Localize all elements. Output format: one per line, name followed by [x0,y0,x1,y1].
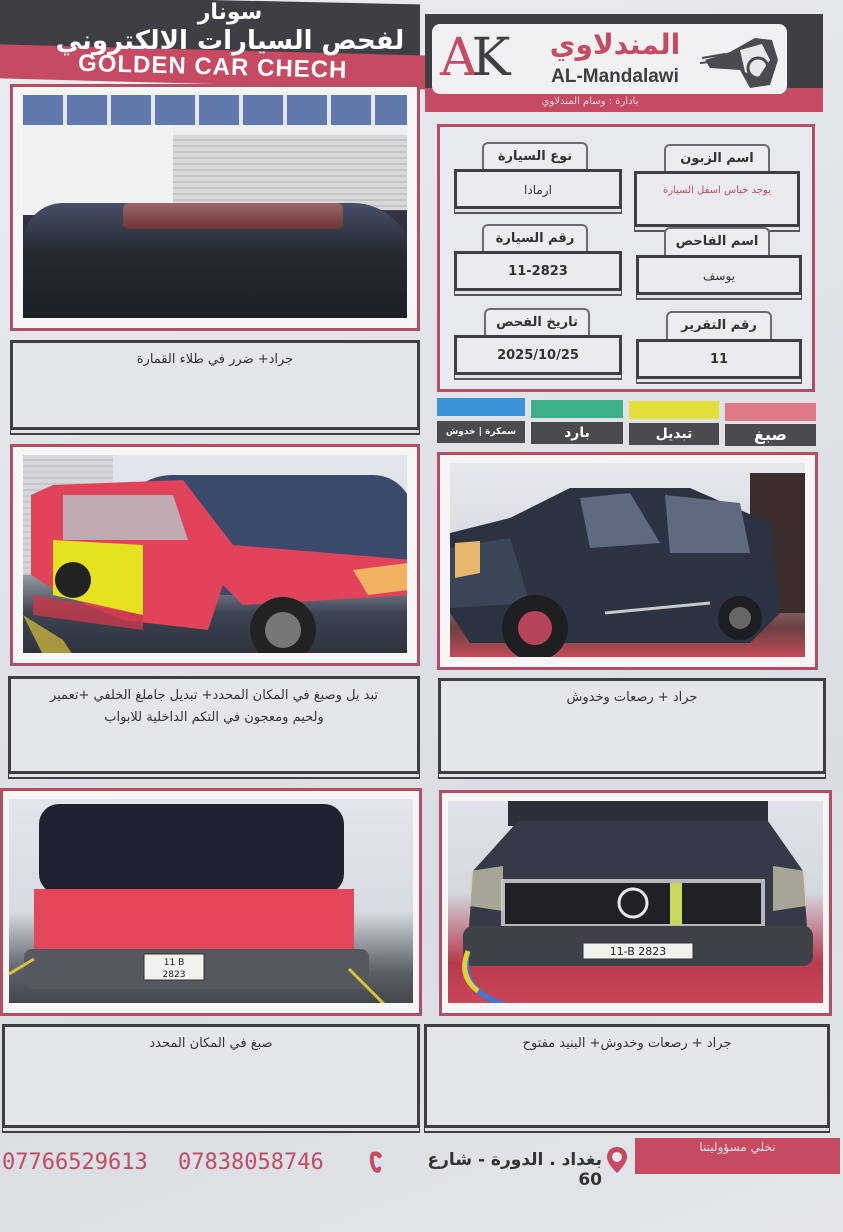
note-box-rear [2,1024,420,1128]
phone-icon [368,1150,384,1174]
photo-frame-roof [10,84,420,331]
title-line1: سونار [197,0,263,25]
note-box-front [424,1024,830,1128]
note-box-roof [10,340,420,430]
car-type-field: ارمادا [454,169,622,209]
ak-logo: AK [440,28,505,88]
legend-color-paint [725,403,816,421]
legend-color-cold [531,400,623,418]
inspection-date-field: 2025/10/25 [454,335,622,375]
front-right-photo [450,463,805,657]
svg-text:2823: 2823 [162,970,186,980]
slogan-banner: نخلي مسؤوليتنا [635,1138,840,1174]
inspector-name-label: اسم الفاحص [664,227,770,255]
rear-photo [9,799,413,1003]
phone-number-2[interactable]: 07766529613 [2,1150,148,1175]
photo-frame-front-right [437,452,818,670]
sports-car-logo-icon [700,30,780,90]
inspector-name-field: يوسف [636,255,802,295]
photo-frame-left-side [10,444,420,666]
legend-color-bodywork [437,398,525,416]
note-text: جراد + رصعات وخدوش+ البنيد مفتوح [522,1036,732,1051]
brand-name-arabic: المندلاوي [549,28,681,61]
legend-label-paint: صبغ [725,424,816,446]
note-text: جراد + رصعات وخدوش [566,690,698,705]
note-text: صبغ في المكان المحدد [149,1036,273,1051]
legend-label-replace: تبديل [629,423,719,445]
phone-number-1[interactable]: 07838058746 [178,1150,324,1175]
car-type-label: نوع السيارة [482,142,588,170]
location-pin-icon [606,1146,628,1174]
photo-frame-front [439,790,832,1016]
customer-name-field: يوجد خباس اسفل السيارة [634,171,800,227]
inspection-date-label: تاريخ الفحص [484,308,590,336]
car-number-field: 11-2823 [454,251,622,291]
front-photo [448,801,823,1003]
legend-label-bodywork-scratches: سمكرة | خدوش [437,421,525,443]
report-number-field: 11 [636,339,802,379]
vehicle-info-card [437,124,815,392]
report-number-label: رقم التقرير [666,311,772,339]
photo-frame-rear [0,788,422,1016]
brand-name-english: AL-Mandalawi [551,66,679,87]
svg-text:11-B 2823: 11-B 2823 [609,945,667,958]
legend-label-cold: بارد [531,422,623,444]
svg-text:11 B: 11 B [163,958,185,968]
management-caption: بادارة : وسام المندلاوي [541,96,639,107]
note-box-left-side [8,676,420,774]
legend-color-replace [629,401,719,419]
left-side-photo [23,455,407,653]
roof-photo [23,95,407,318]
title-line2: لفحص السيارات الالكتروني [55,26,405,56]
note-text: جراد+ ضرر في طلاء القمارة [136,352,294,367]
header-title-english: GOLDEN CAR CHECH [77,49,348,84]
customer-name-label: اسم الزبون [664,144,770,172]
car-number-label: رقم السيارة [482,224,588,252]
note-box-front-right [438,678,826,774]
note-text: تبد يل وصبغ في المكان المحدد+ تبديل جاملغ الخلفي +تعمير ولحيم ومعجون في التكم الداخلية للابواب [49,688,379,725]
address: بغداد . الدورة - شارع 60 [427,1150,602,1190]
